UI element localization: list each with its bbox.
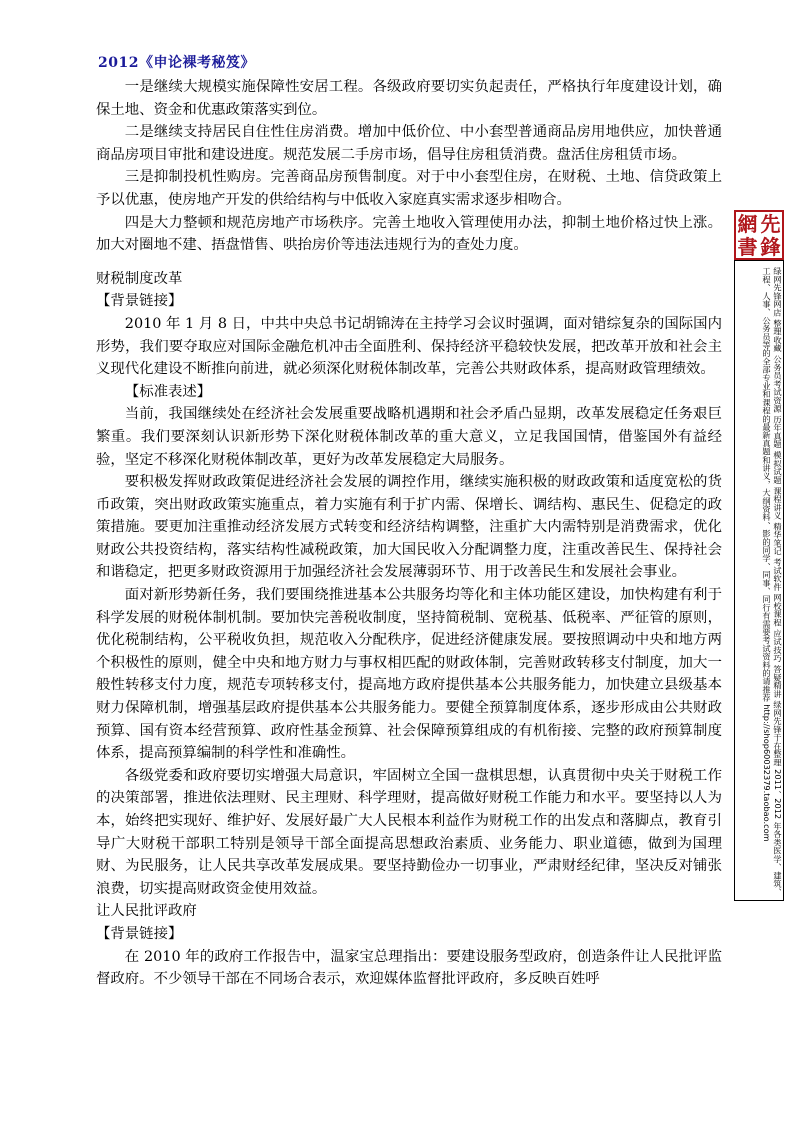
xianfeng-logo — [734, 210, 784, 260]
sidebar-advert-text: 绿网先锋网店 整理收藏 公务员考试资源 历年真题 模拟试题 课程讲义 精华笔记 考试软件 网校课程 应试技巧 答疑精讲 绿网先锋于在整理 2011、2012 年各类医学、建筑、工程、人事、公务员等的全部专业和课程的最新真题和讲义，大纲资料、影的同学、同事、同行有需要考试资料的请推荐 http://shop60032379.taobao.com — [762, 267, 783, 896]
tag-standard-statement: 【标准表述】 — [124, 383, 212, 400]
logo-char: 鋒 — [760, 234, 781, 259]
paragraph-housing-4: 四是大力整顿和规范房地产市场秩序。完善土地收入管理使用办法，抑制土地价格过快上涨。加大对圈地不建、捂盘惜售、哄抬房价等违法违规行为的查处力度。 — [96, 214, 722, 254]
paragraph-tax-4: 各级党委和政府要切实增强大局意识，牢固树立全国一盘棋思想，认真贯彻中央关于财税工作的决策部署，推进依法理财、民主理财、科学理财，提高做好财税工作能力和水平。要坚持以人为本，始终把实现好、维护好、发展好最广大人民根本利益作为财税工作的出发点和落脚点，教育引导广大财税干部职工特别是领导干部全面提高思想政治素质、业务能力、职业道德，做到为国理财、为民服务，让人民共享改革发展成果。要坚持勤俭办一切事业，严肃财经纪律，坚决反对铺张浪费，切实提高财政资金使用效益。 — [96, 767, 722, 897]
tag-background-link-2: 【背景链接】 — [96, 925, 183, 942]
paragraph-tax-1: 当前，我国继续处在经济社会发展重要战略机遇期和社会矛盾凸显期，改革发展稳定任务艰巨繁重。我们要深刻认识新形势下深化财税体制改革的重大意义，立足我国国情，借鉴国外有益经验，坚定不移深化财税体制改革，更好为改革发展稳定大局服务。 — [96, 406, 722, 468]
logo-char: 網 — [737, 211, 758, 236]
page-header-title: 2012《申论裸考秘笈》 — [98, 55, 255, 71]
paragraph-tax-2: 要积极发挥财政政策促进经济社会发展的调控作用，继续实施积极的财政政策和适度宽松的货币政策，突出财政政策实施重点，着力实施有利于扩内需、保增长、调结构、惠民生、促稳定的政策措施。要更加注重推动经济发展方式转变和经济结构调整，注重扩大内需特别是消费需求，优化财政公共投资结构，落实结构性减税政策，加大国民收入分配调整力度，注重改善民生、保持社会和谐稳定，把更多财政资源用于加强经济社会发展薄弱环节、用于改善民生和发展社会事业。 — [96, 474, 722, 581]
paragraph-tax-3: 面对新形势新任务，我们要围绕推进基本公共服务均等化和主体功能区建设，加快构建有利于科学发展的财税体制机制。要加快完善税收制度，坚持简税制、宽税基、低税率、严征管的原则，优化税制结构，公平税收负担，规范收入分配秩序，促进经济健康发展。要按照调动中央和地方两个积极性的原则，健全中央和地方财力与事权相匹配的财政体制，完善财政转移支付制度，加大一般性转移支付力度，规范专项转移支付，提高地方政府提供基本公共服务能力，加快建立县级基本财力保障机制，增强基层政府提供基本公共服务能力。要健全预算制度体系，逐步形成由公共财政预算、国有资本经营预算、政府性基金预算、社会保障预算组成的有机衔接、完整的政府预算制度体系，提高预算编制的科学性和准确性。 — [96, 587, 722, 762]
paragraph-housing-2: 二是继续支持居民自住性住房消费。增加中低价位、中小套型普通商品房用地供应，加快普通商品房项目审批和建设进度。规范发展二手房市场，倡导住房租赁消费。盘活住房租赁市场。 — [96, 124, 722, 163]
paragraph-criticize-background: 在 2010 年的政府工作报告中，温家宝总理指出：要建设服务型政府，创造条件让人民批评监督政府。不少领导干部在不同场合表示，欢迎媒体监督批评政府，多反映百姓呼 — [96, 948, 722, 988]
section-heading-tax-reform: 财税制度改革 — [96, 270, 183, 287]
paragraph-tax-background: 2010 年 1 月 8 日，中共中央总书记胡锦涛在主持学习会议时强调，面对错综复杂的国际国内形势，我们要夺取应对国际金融危机冲击全面胜利、保持经济平稳较快发展，把改革开放和社会主义现代化建设不断推向前进，就必须深化财税体制改革，完善公共财政体系，提高财政管理绩效。 — [96, 315, 722, 378]
paragraph-housing-1: 一是继续大规模实施保障性安居工程。各级政府要切实负起责任，严格执行年度建设计划，确保土地、资金和优惠政策落实到位。 — [96, 79, 722, 118]
sidebar-advert-strip — [734, 260, 784, 901]
tag-background-link: 【背景链接】 — [96, 293, 183, 310]
logo-char: 書 — [737, 234, 758, 259]
logo-char: 先 — [760, 211, 781, 236]
paragraph-housing-3: 三是抑制投机性购房。完善商品房预售制度。对于中小套型住房，在财税、土地、信贷政策上予以优惠，使房地产开发的供给结构与中低收入家庭真实需求逐步相吻合。 — [96, 169, 722, 208]
document-body — [96, 76, 722, 991]
section-heading-criticize-government: 让人民批评政府 — [96, 903, 197, 920]
